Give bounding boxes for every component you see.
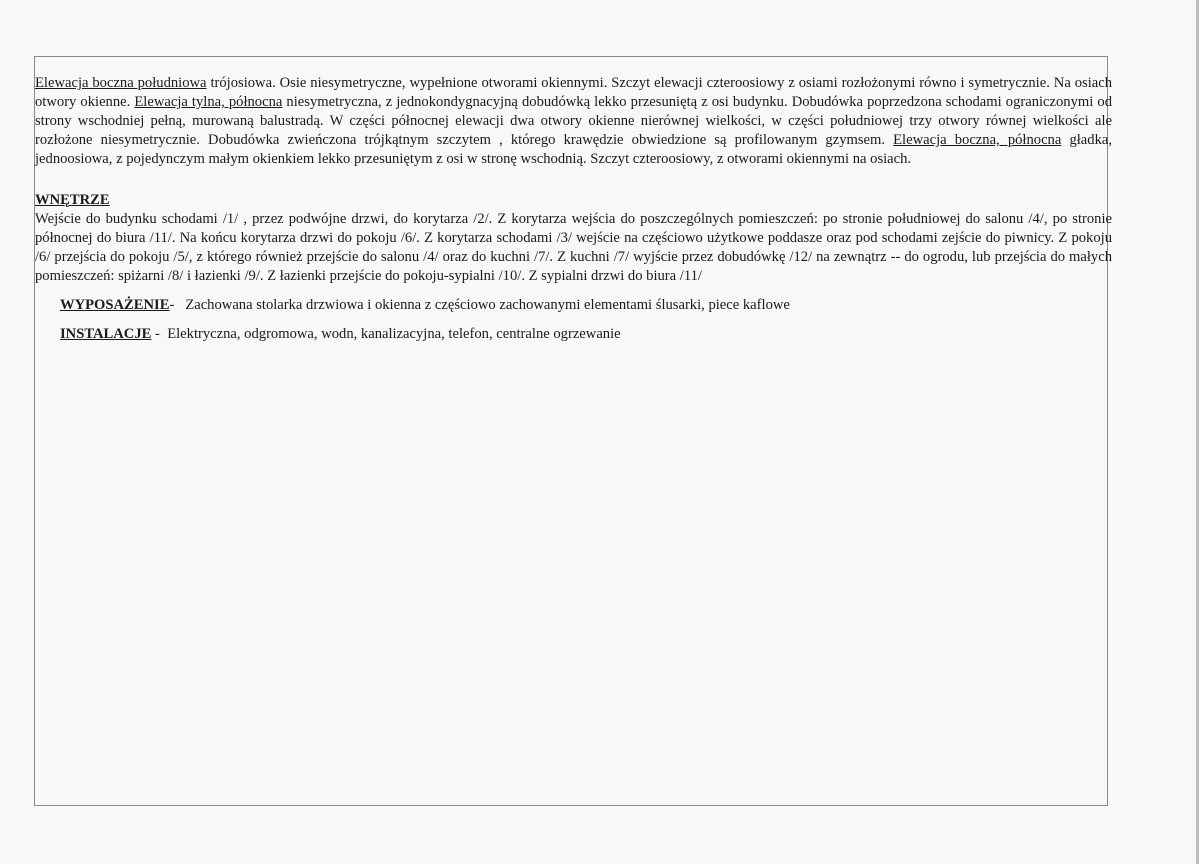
equipment-row xyxy=(35,296,1112,315)
north-side-elevation-heading: Elewacja boczna, północna xyxy=(893,132,1062,148)
north-rear-elevation-text: niesymetryczna, z jednokondygnacyjną dobudówką lekko przesuniętą z osi budynku. Dobudówka poprzedzona schodami ograniczonymi od strony wschodniej pełną, murowaną balustradą. W części północnej elewacji dwa otwory okienne nierównej wielkości, w części południowej trzy otwory równej wielkości ale rozłożone niesymetrycznie. Dobudówka zwieńczona trójkątnym szczytem , którego krawędzie obwiedzione są profilowanym gzymsem. xyxy=(35,94,1112,148)
equipment-text: Zachowana stolarka drzwiowa i okienna z częściowo zachowanymi elementami ślusarki, piece kaflowe xyxy=(185,297,790,313)
installations-label: INSTALACJE xyxy=(60,326,152,342)
south-elevation-heading: Elewacja boczna południowa xyxy=(35,75,207,91)
installations-separator: - xyxy=(151,326,164,342)
document-body xyxy=(35,74,1112,344)
south-elevation-text: trójosiowa. Osie niesymetryczne, wypełnione otworami okiennymi. Szczyt elewacji czteroosiowy z osiami rozłożonymi równo i symetrycznie. Na osiach otwory okienne. xyxy=(35,75,1112,110)
interior-text: Wejście do budynku schodami /1/ , przez podwójne drzwi, do korytarza /2/. Z korytarza wejścia do poszczególnych pomieszczeń: po stronie południowej do salonu /4/, po stronie północnej do biura /11/. Na końcu korytarza drzwi do pokoju /6/. Z korytarza schodami /3/ wejście na częściowo użytkowe poddasze oraz pod schodami zejście do piwnicy. Z pokoju /6/ przejścia do pokoju /5/, z którego również przejście do salonu /4/ oraz do kuchni /7/. Z kuchni /7/ wyjście przez dobudówkę /12/ na zewnątrz -- do ogrodu, lub przejścia do małych pomieszczeń: spiżarni /8/ i łazienki /9/. Z łazienki przejście do pokoju-sypialni /10/. Z sypialni drzwi do biura /11/ xyxy=(35,211,1112,284)
north-rear-elevation-heading: Elewacja tylna, północna xyxy=(134,94,283,110)
installations-text: Elektryczna, odgromowa, wodn, kanalizacyjna, telefon, centralne ogrzewanie xyxy=(167,326,621,342)
north-side-elevation-text: gładka, jednoosiowa, z pojedynczym małym okienkiem lekko przesuniętym z osi w stronę wschodnią. Szczyt czteroosiowy, z otworami okiennymi na osiach. xyxy=(35,132,1113,167)
equipment-label: WYPOSAŻENIE xyxy=(60,297,170,313)
installations-row xyxy=(35,325,1112,344)
elevation-description xyxy=(35,74,1112,169)
equipment-separator: - xyxy=(169,297,175,313)
interior-heading: WNĘTRZE xyxy=(35,192,110,208)
